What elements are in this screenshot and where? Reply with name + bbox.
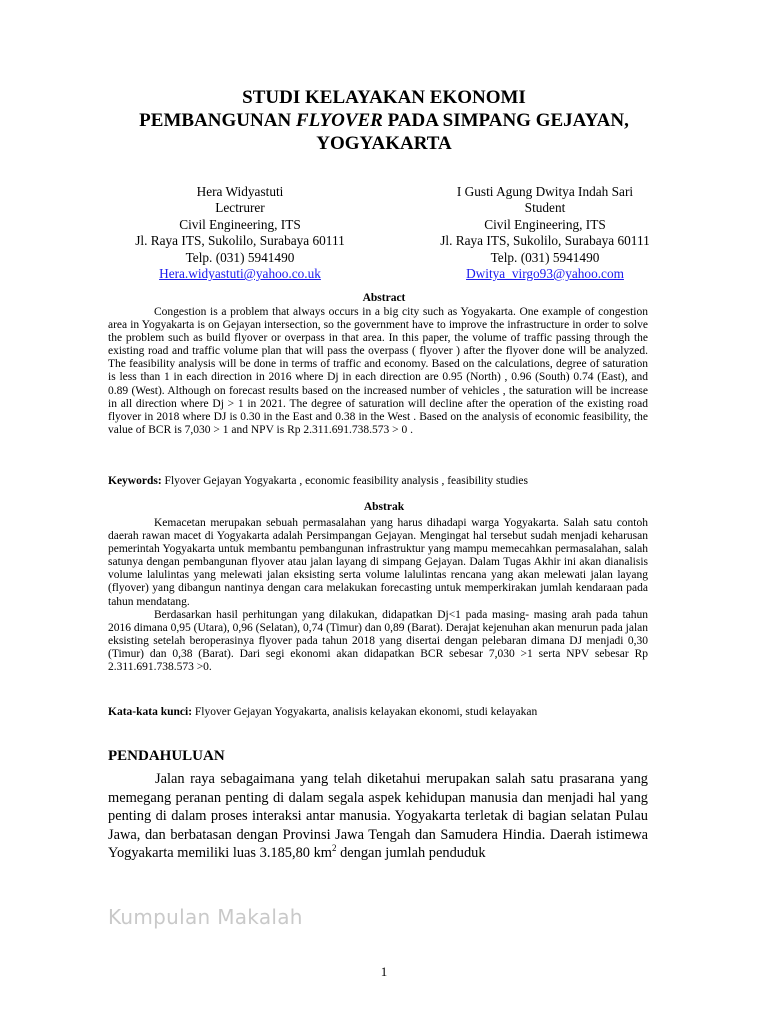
abstract-heading: Abstract	[362, 292, 406, 304]
title-line-3: YOGYAKARTA	[316, 133, 452, 154]
abstract-body	[108, 306, 648, 437]
title-line-2	[60, 109, 708, 132]
kata-kunci-label: Kata-kata kunci:	[108, 706, 193, 718]
pendahuluan-text-end: dengan jumlah penduduk	[336, 845, 486, 862]
keywords-line	[108, 474, 668, 488]
author-address: Jl. Raya ITS, Sukolilo, Surabaya 60111	[135, 233, 345, 249]
pendahuluan-text: Jalan raya sebagaimana yang telah diketahui merupakan salah satu prasarana yang memegang peranan penting di dalam segala aspek kehidupan manusia dan menjadi hal yang penting di dalam proses interaksi antar manusia. Yogyakarta terletak di bagian selatan Pulau Jawa, dan berbatasan dengan Provinsi Jawa Tengah dan Samudera Hindia. Daerah istimewa Yogyakarta memiliki luas 3.185,80 km	[108, 771, 648, 862]
author-phone: Telp. (031) 5941490	[490, 249, 600, 265]
abstrak-heading: Abstrak	[363, 501, 405, 513]
abstract-paragraph: Congestion is a problem that always occurs in a big city such as Yogyakarta. One example of congestion area in Yogyakarta is on Gejayan intersection, so the government have to improve the infrastructure in order to solve the problem such as build flyover or overpass in that area. In this paper, the volume of traffic passing through the existing road and traffic volume plan that will pass the overpass ( flyover ) after the flyover done will be analyzed. The feasibility analysis will be done in terms of traffic and economy. Based on the calculations, degree of saturation is less than 1 in each direction in 2016 where Dj in each direction are 0.95 (North) , 0.96 (South) 0.74 (East), and 0.89 (West). Although on forecast results based on the increased number of vehicles , the saturation will be increase in all direction where Dj > 1 in 2021. The degree of saturation will decline after the operation of the existing road flyover in 2018 where DJ is 0.30 in the East and 0.38 in the West . Based on the analysis of economic feasibility, the value of BCR is 7,030 > 1 and NPV is Rp 2.311.691.738.573 > 0 .	[108, 306, 648, 436]
page-number: 1	[380, 964, 388, 979]
author-name: Hera Widyastuti	[196, 184, 284, 199]
pendahuluan-paragraph	[108, 770, 648, 863]
author-email-link[interactable]: Hera.widyastuti@yahoo.co.uk	[159, 266, 321, 282]
pendahuluan-heading: PENDAHULUAN	[108, 748, 225, 764]
abstrak-paragraph-1: Kemacetan merupakan sebuah permasalahan yang harus dihadapi warga Yogyakarta. Salah satu contoh daerah rawan macet di Yogyakarta adalah Persimpangan Gejayan. Mengingat hal tersebut sudah menjadi keharusan pemerintah Yogyakarta untuk membantu pembangunan infrastruktur yang mampu memecahkan permasalahan, salah satunya dengan pembangunan flyover atau jalan layang di simpang Gejayan. Dalam Tugas Akhir ini akan dianalisis volume lalulintas yang melewati jalan eksisting serta volume lalulintas rencana yang akan melewati jalan layang (flyover) yang dibangun nantinya dengan cara melakukan forecasting untuk memperkirakan jumlah kendaraan pada tahun mendatang.	[108, 517, 648, 608]
title-line-2-prefix: PEMBANGUNAN	[139, 110, 296, 131]
paper-title	[60, 86, 708, 155]
title-line-2-italic: FLYOVER	[295, 110, 383, 131]
keywords-text: Flyover Gejayan Yogyakarta , economic feasibility analysis , feasibility studies	[161, 475, 528, 487]
title-line-2-suffix: PADA SIMPANG GEJAYAN,	[382, 110, 629, 131]
author-dept: Civil Engineering, ITS	[484, 216, 606, 232]
author-address: Jl. Raya ITS, Sukolilo, Surabaya 60111	[440, 233, 650, 249]
author-dept: Civil Engineering, ITS	[179, 216, 301, 232]
author-block-1	[90, 184, 390, 282]
kata-kunci-line	[108, 705, 668, 719]
keywords-label: Keywords:	[108, 475, 162, 487]
author-name: I Gusti Agung Dwitya Indah Sari	[456, 184, 634, 199]
abstrak-paragraph-2: Berdasarkan hasil perhitungan yang dilakukan, didapatkan Dj<1 pada masing- masing arah pada tahun 2016 dimana 0,95 (Utara), 0,96 (Selatan), 0,74 (Timur) dan 0,89 (Barat). Derajat kejenuhan akan menurun pada jalan eksisting setelah beroperasinya flyover pada tahun 2018 yang disertai dengan pelebaran dimana DJ menjadi 0,30 (Timur) dan 0,38 (Barat). Dari segi ekonomi akan didapatkan BCR sebesar 7,030 >1 serta NPV sebesar Rp 2.311.691.738.573 >0.	[108, 608, 648, 674]
author-block-2	[395, 184, 695, 282]
author-role: Student	[524, 200, 566, 216]
author-phone: Telp. (031) 5941490	[185, 249, 295, 265]
watermark: Kumpulan Makalah	[108, 905, 303, 929]
title-line-1: STUDI KELAYAKAN EKONOMI	[242, 87, 526, 108]
abstrak-body	[108, 517, 648, 674]
kata-kunci-text: Flyover Gejayan Yogyakarta, analisis kelayakan ekonomi, studi kelayakan	[192, 706, 538, 718]
pendahuluan-body	[108, 770, 648, 863]
superscript: 2	[331, 843, 337, 854]
author-role: Lectrurer	[215, 200, 265, 216]
author-email-link[interactable]: Dwitya_virgo93@yahoo.com	[466, 266, 624, 282]
